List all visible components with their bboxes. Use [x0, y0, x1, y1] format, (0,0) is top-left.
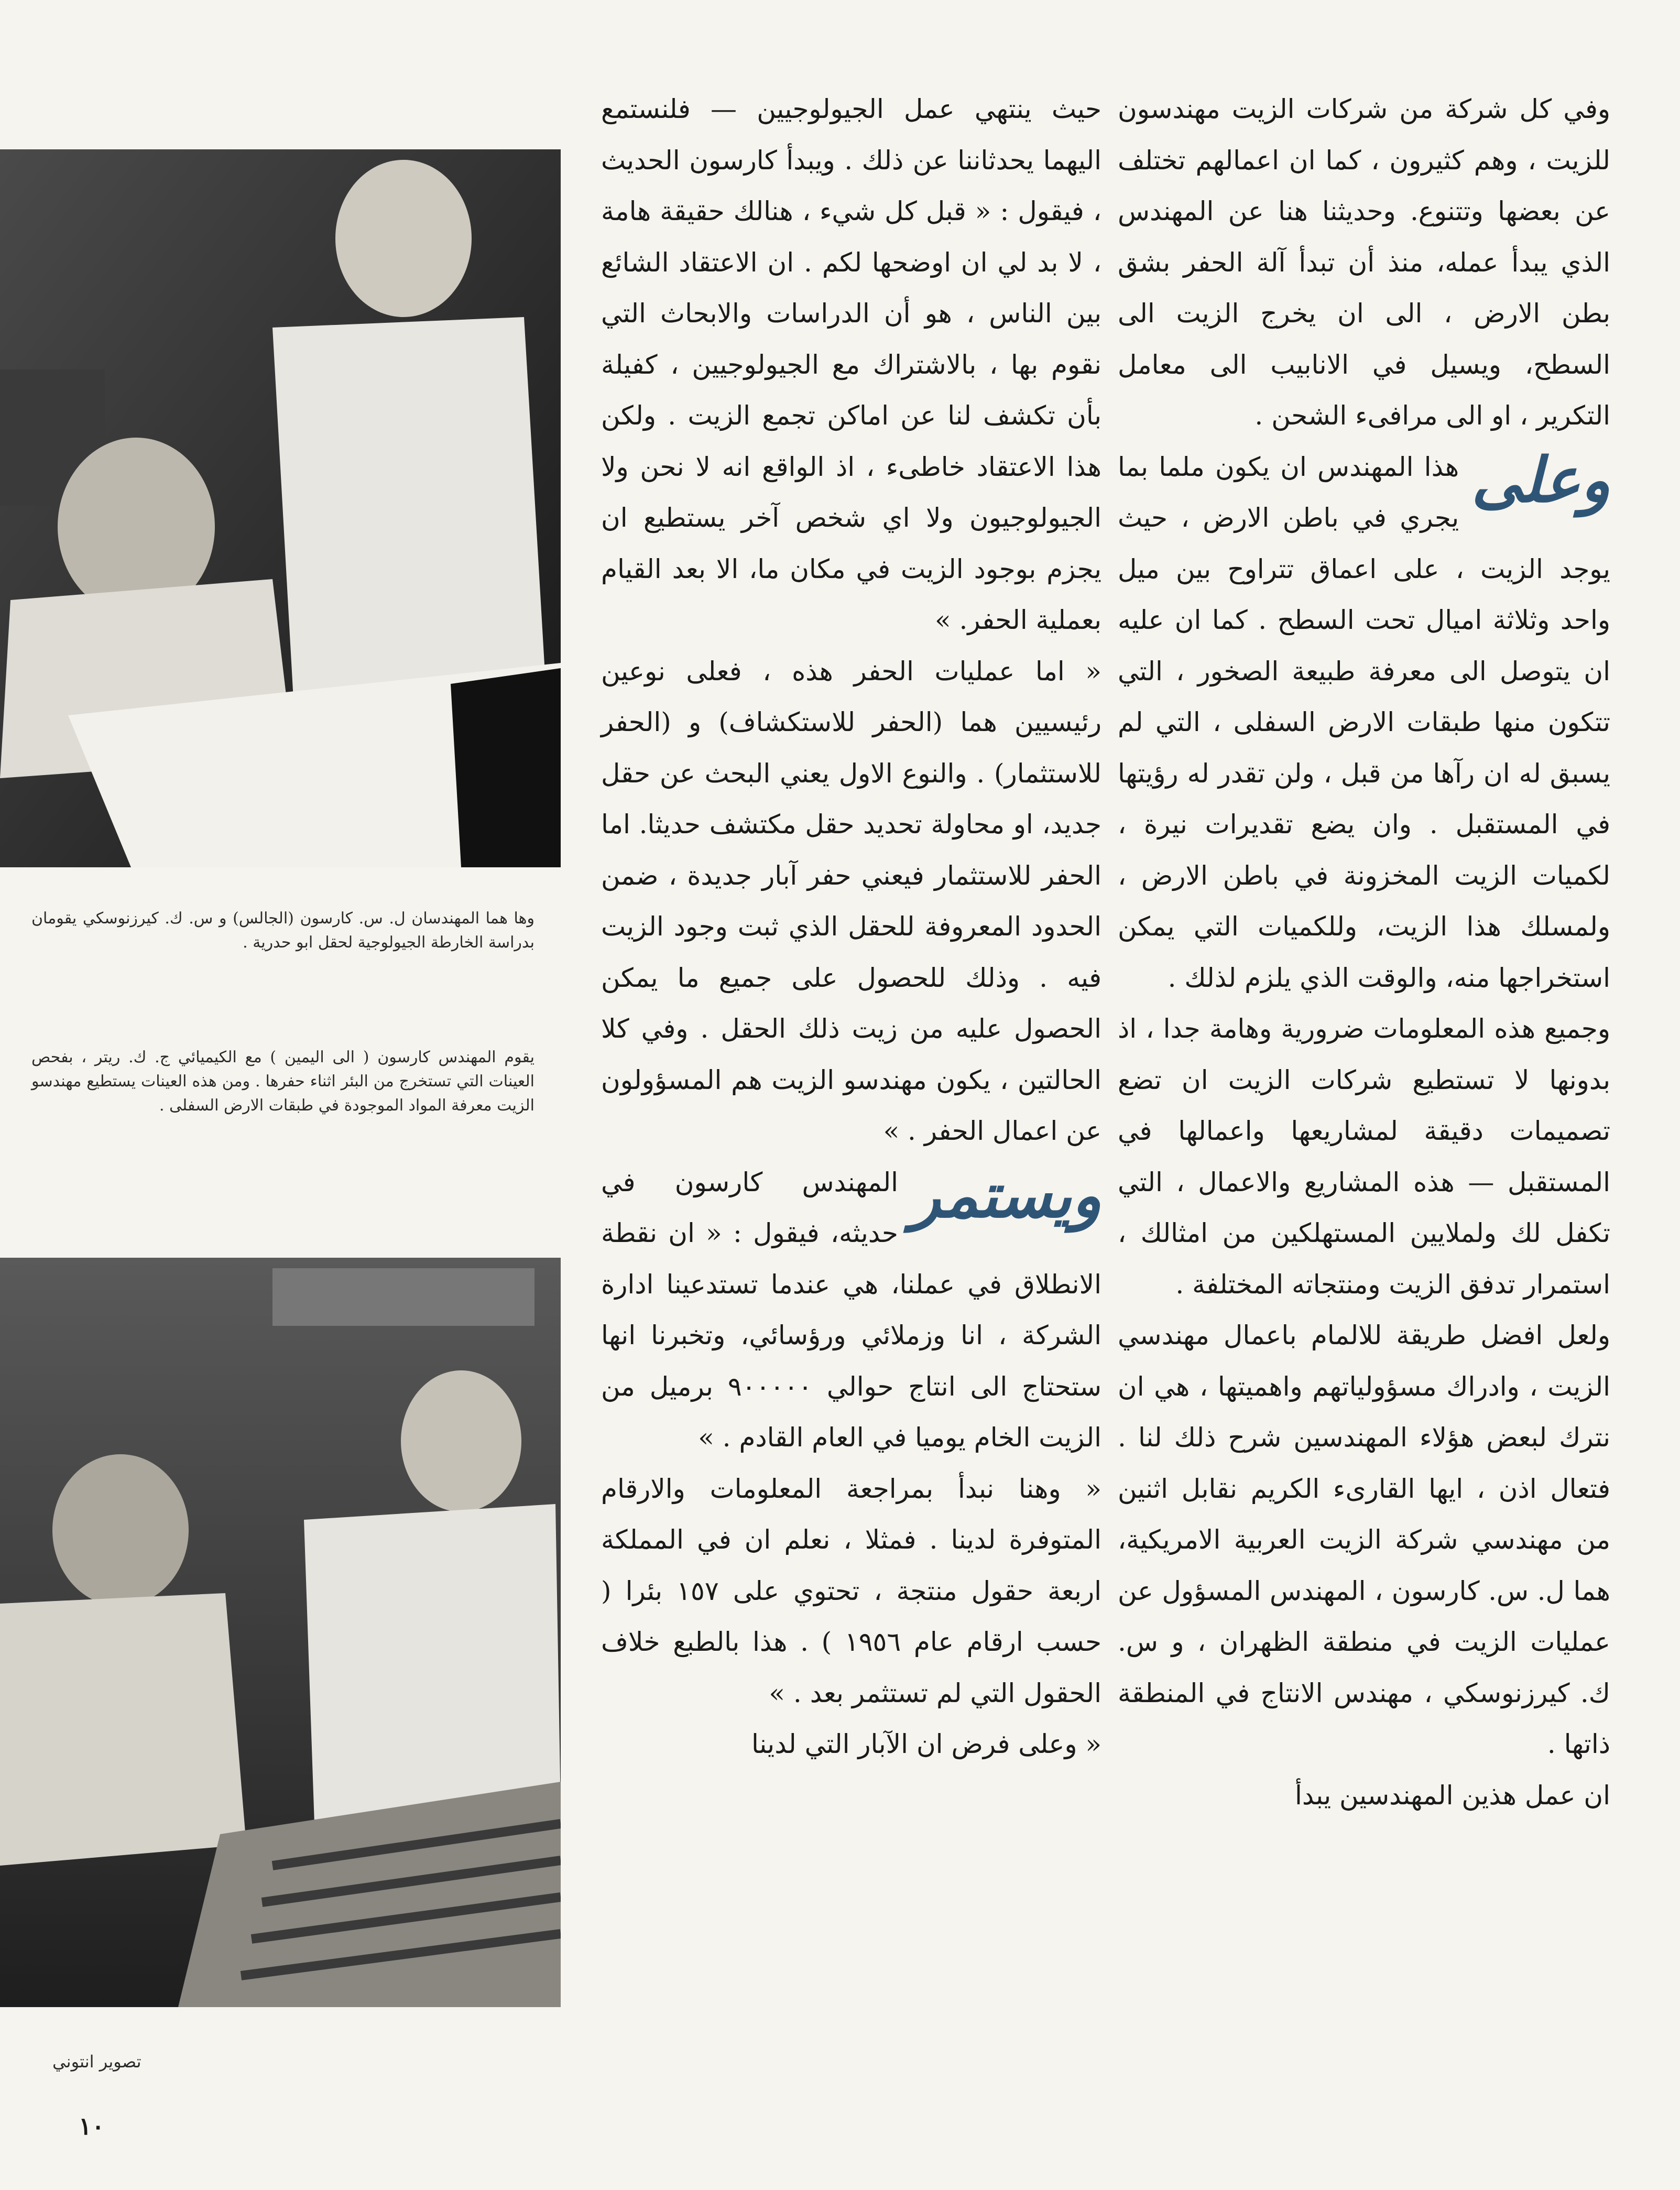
paragraph: وعلى هذا المهندس ان يكون ملما بما يجري في باطن الارض ، حيث يوجد الزيت ، على اعماق تتراوح بين ميل واحد وثلاثة اميال تحت السطح . كما ان عليه ان يتوصل الى معرفة طبيعة الصخور ، التي تتكون منها طبقات الارض السفلى ، التي لم يسبق له ان رآها من قبل ، ولن تقدر له رؤيتها في المستقبل . وان يضع تقديرات نيرة ، لكميات الزيت المخزونة في باطن الارض ، ولمسلك هذا الزيت، وللكميات التي يمكن استخراجها منه، والوقت الذي يلزم لذلك . [1118, 443, 1610, 993]
photo-engineers-studying-map [0, 149, 561, 867]
page-number: ١٠ [79, 2112, 105, 2140]
paragraph: « وعلى فرض ان الآبار التي لدينا [751, 1729, 1101, 1759]
article-column-right [1118, 84, 1610, 1821]
photo-engineers-inspecting-samples [0, 1258, 561, 2007]
photo-caption-1: وها هما المهندسان ل. س. كارسون (الجالس) و س. ك. كيرزنوسكي يقومان بدراسة الخارطة الجيولوجية لحقل ابو حدرية . [31, 909, 534, 952]
photo-credit: تصوير انتوني [52, 2052, 141, 2072]
paragraph: « اما عمليات الحفر هذه ، فعلى نوعين رئيسيين هما (الحفر للاستكشاف) و (الحفر للاستثمار) . والنوع الاول يعني البحث عن حقل جديد، او محاولة تحديد حقل مكتشف حديثا. اما الحفر للاستثمار فيعني حفر آبار جديدة ، ضمن الحدود المعروفة للحقل الذي ثبت وجود الزيت فيه . وذلك للحصول على جميع ما يمكن الحصول عليه من زيت ذلك الحقل . وفي كلا الحالتين ، يكون مهندسو الزيت هم المسؤولون عن اعمال الحفر . » [601, 656, 1101, 1146]
dropcap-ornament: وعلى [1471, 443, 1610, 516]
dropcap-ornament: ويستمر [910, 1159, 1101, 1232]
paragraph: حيث ينتهي عمل الجيولوجيين — فلنستمع اليهما يحدثاننا عن ذلك . ويبدأ كارسون الحديث ، فيقول : « قبل كل شيء ، هنالك حقيقة هامة ، لا بد لي ان اوضحها لكم . ان الاعتقاد الشائع بين الناس ، هو أن الدراسات والابحاث التي نقوم بها ، بالاشتراك مع الجيولوجيين ، كفيلة بأن تكشف لنا عن اماكن تجمع الزيت . ولكن هذا الاعتقاد خاطىء ، اذ الواقع انه لا نحن ولا الجيولوجيون ولا اي شخص آخر يستطيع ان يجزم بوجود الزيت في مكان ما، الا بعد القيام بعملية الحفر. » [601, 94, 1101, 635]
paragraph: وفي كل شركة من شركات الزيت مهندسون للزيت ، وهم كثيرون ، كما ان اعمالهم تختلف عن بعضها وتتنوع. وحديثنا هنا عن المهندس الذي يبدأ عمله، منذ أن تبدأ آلة الحفر بشق بطن الارض ، الى ان يخرج الزيت الى السطح، ويسيل في الانابيب الى معامل التكرير ، او الى مرافىء الشحن . [1118, 94, 1610, 431]
photo-caption-2: يقوم المهندس كارسون ( الى اليمين ) مع الكيميائي ج. ك. ريتر ، بفحص العينات التي تستخرج من البئر اثناء حفرها . ومن هذه العينات يستطيع مهندسو الزيت معرفة المواد الموجودة في طبقات الارض السفلى . [31, 1048, 534, 1115]
paragraph: ولعل افضل طريقة للالمام باعمال مهندسي الزيت ، وادراك مسؤولياتهم واهميتها ، هي ان نترك لبعض هؤلاء المهندسين شرح ذلك لنا . فتعال اذن ، ايها القارىء الكريم نقابل اثنين من مهندسي شركة الزيت العربية الامريكية، هما ل. س. كارسون ، المهندس المسؤول عن عمليات الزيت في منطقة الظهران ، و س. ك. كيرزنوسكي ، مهندس الانتاج في المنطقة ذاتها . [1118, 1320, 1610, 1759]
paragraph: ان عمل هذين المهندسين يبدأ [1295, 1780, 1610, 1811]
paragraph: « وهنا نبدأ بمراجعة المعلومات والارقام المتوفرة لدينا . فمثلا ، نعلم ان في المملكة اربعة حقول منتجة ، تحتوي على ١٥٧ بئرا ( حسب ارقام عام ١٩٥٦ ) . هذا بالطبع خلاف الحقول التي لم تستثمر بعد . » [601, 1473, 1101, 1708]
paragraph: وجميع هذه المعلومات ضرورية وهامة جدا ، اذ بدونها لا تستطيع شركات الزيت ان تضع تصميمات دقيقة لمشاريعها واعمالها في المستقبل — هذه المشاريع والاعمال ، التي تكفل لك ولملايين المستهلكين من امثالك ، استمرار تدفق الزيت ومنتجاته المختلفة . [1118, 1014, 1610, 1300]
article-column-middle [601, 84, 1101, 1770]
paragraph: ويستمر المهندس كارسون في حديثه، فيقول : « ان نقطة الانطلاق في عملنا، هي عندما تستدعينا ادارة الشركة ، انا وزملائي ورؤسائي، وتخبرنا انها ستحتاج الى انتاج حوالي ٩٠٠٠٠٠ برميل من الزيت الخام يوميا في العام القادم . » [601, 1159, 1101, 1453]
